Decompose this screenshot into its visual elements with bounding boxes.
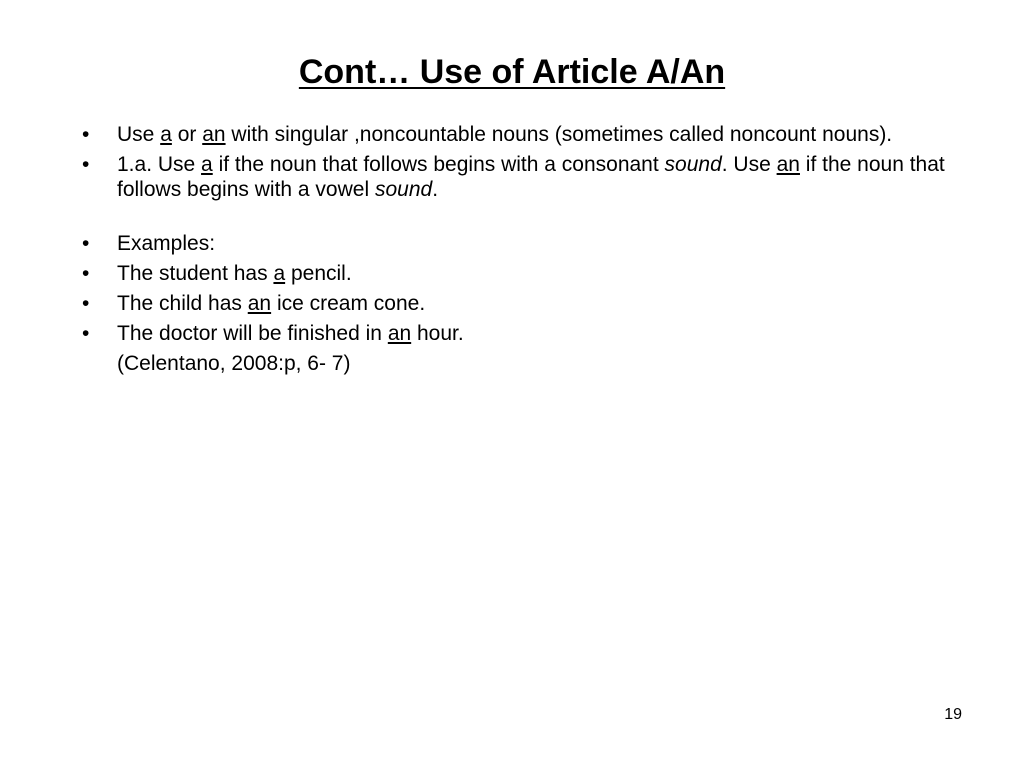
article-an: an [247, 292, 272, 315]
list-item: • Examples: [82, 232, 216, 255]
list-item: • The doctor will be finished in an hour. [82, 322, 464, 345]
bullet-icon: • [82, 123, 90, 146]
article-an: an [776, 153, 800, 176]
article-an: an [387, 322, 412, 345]
page-number: 19 [944, 706, 962, 723]
article-a: a [201, 153, 213, 176]
list-item: • Use a or an with singular ,noncountable nouns (sometimes called noncount nouns). [82, 123, 893, 146]
slide-body [80, 122, 980, 376]
article-a: a [273, 262, 286, 285]
slide-title: Cont… Use of Article A/An [298, 53, 726, 91]
bullet-icon: • [82, 262, 90, 285]
citation: (Celentano, 2008:p, 6- 7) [117, 352, 351, 375]
list-item: • The student has a pencil. [82, 262, 352, 285]
bullet-icon: • [82, 232, 90, 255]
bullet-icon: • [82, 292, 90, 315]
list-item: • 1.a. Use a if the noun that follows begins with a consonant sound. Use an if the noun that follows begins with a vowel sound. [82, 153, 945, 201]
emphasis-sound: sound [664, 153, 722, 176]
article-a: a [160, 123, 172, 146]
bullet-icon: • [82, 153, 90, 176]
article-an: an [202, 123, 226, 146]
list-item: • The child has an ice cream cone. [82, 292, 426, 315]
bullet-icon: • [82, 322, 90, 345]
emphasis-sound: sound [374, 178, 433, 201]
